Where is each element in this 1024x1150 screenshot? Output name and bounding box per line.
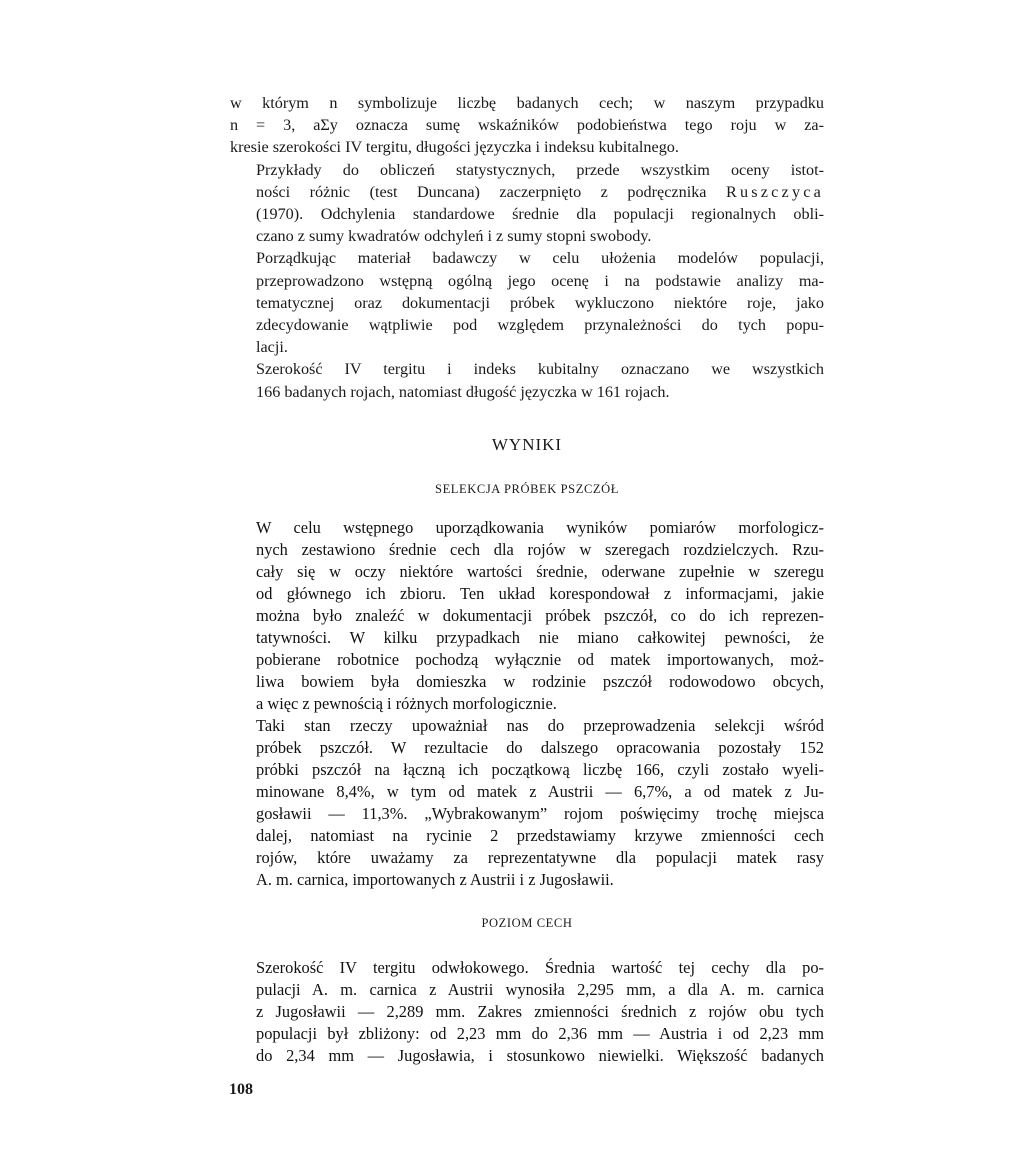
paragraph-formula-explanation xyxy=(230,92,824,159)
text-line: a więc z pewnością i różnych morfologicznie. xyxy=(256,694,557,713)
text-line: minowane 8,4%, w tym od matek z Austrii — 6,7%, a od matek z Ju- xyxy=(256,782,824,801)
text-line: cały się w oczy niektóre wartości średnie, oderwane zupełnie w szeregu xyxy=(256,562,824,581)
text-line: liwa bowiem była domieszka w rodzinie pszczół rodowodowo obcych, xyxy=(256,672,824,691)
text-line: (1970). Odchylenia standardowe średnie dla populacji regionalnych obli- xyxy=(256,205,824,224)
text-line: tatywności. W kilku przypadkach nie miano całkowitej pewności, że xyxy=(256,628,824,647)
text-line: dalej, natomiast na rycinie 2 przedstawiamy krzywe zmienności cech xyxy=(256,826,824,845)
text-line: pobierane robotnice pochodzą wyłącznie od matek importowanych, moż- xyxy=(256,650,824,669)
text-line: Porządkując materiał badawczy w celu ułożenia modelów populacji, xyxy=(256,249,824,268)
text-line: do 2,34 mm — Jugosławia, i stosunkowo niewielki. Większość badanych xyxy=(256,1046,824,1065)
page-number: 108 xyxy=(229,1081,253,1098)
text-line: tematycznej oraz dokumentacji próbek wykluczono niektóre roje, jako xyxy=(256,293,824,312)
text-line: od głównego ich zbioru. Ten układ korespondował z informacjami, jakie xyxy=(256,584,824,603)
text-block-selection xyxy=(230,517,824,891)
text-line xyxy=(230,181,824,203)
text-line: czano z sumy kwadratów odchyleń i z sumy stopni swobody. xyxy=(256,227,652,246)
text-line: nych zestawiono średnie cech dla rojów w szeregach rozdzielczych. Rzu- xyxy=(256,540,824,559)
text-line: 166 badanych rojach, natomiast długość języczka w 161 rojach. xyxy=(256,382,670,401)
section-heading-results: WYNIKI xyxy=(491,435,563,454)
text-line: Przykłady do obliczeń statystycznych, przede wszystkim oceny istot- xyxy=(256,160,824,179)
text-line: Szerokość IV tergitu odwłokowego. Średnia wartość tej cechy dla po- xyxy=(256,958,824,977)
text-line: próbek pszczół. W rezultacie do dalszego opracowania pozostały 152 xyxy=(256,738,824,757)
text-line: populacji był zbliżony: od 2,23 mm do 2,36 mm — Austria i od 2,23 mm xyxy=(256,1024,824,1043)
text-block-trait-level xyxy=(230,957,824,1067)
text-line: rojów, które uważamy za reprezentatywne dla populacji matek rasy xyxy=(256,848,824,867)
paragraph-preliminary-ordering xyxy=(230,517,824,715)
text-line: W celu wstępnego uporządkowania wyników pomiarów morfologicz- xyxy=(256,518,824,537)
text-line: z Jugosławii — 2,289 mm. Zakres zmienności średnich z rojów obu tych xyxy=(256,1002,824,1021)
paragraph-tergite-width xyxy=(230,957,824,1067)
text-line: próbki pszczół na łączną ich początkową liczbę 166, czyli zostało wyeli- xyxy=(256,760,824,779)
text-line: w którym n symbolizuje liczbę badanych cech; w naszym przypadku xyxy=(230,94,824,112)
author-name: Ruszczyca xyxy=(726,182,825,201)
paragraph-material-selection xyxy=(230,247,824,358)
paragraph-selection-result xyxy=(230,715,824,891)
text-line: A. m. carnica, importowanych z Austrii i z Jugosławii. xyxy=(256,870,614,889)
text-line: Taki stan rzeczy upoważniał nas do przeprowadzenia selekcji wśród xyxy=(256,716,824,735)
text-line: zdecydowanie wątpliwie pod względem przynależności do tych popu- xyxy=(256,316,824,335)
text-line: można było znaleźć w dokumentacji próbek pszczół, co do ich reprezen- xyxy=(256,606,824,625)
text-fragment: ności różnic (test Duncana) zaczerpnięto z podręcznika xyxy=(256,182,707,201)
text-line: pulacji A. m. carnica z Austrii wynosiła 2,295 mm, a dla A. m. carnica xyxy=(256,980,824,999)
paragraph-measurements xyxy=(230,358,824,402)
text-line: gosławii — 11,3%. „Wybrakowanym” rojom poświęcimy trochę miejsca xyxy=(256,804,824,823)
text-line: n = 3, aΣy oznacza sumę wskaźników podobieństwa tego roju w za- xyxy=(230,116,824,135)
text-block-methods xyxy=(230,92,824,403)
text-line: kresie szerokości IV tergitu, długości języczka i indeksu kubitalnego. xyxy=(230,138,679,157)
subsection-heading-selection: SELEKCJA PRÓBEK PSZCZÓŁ xyxy=(435,482,619,496)
text-line: lacji. xyxy=(256,338,288,357)
text-line: Szerokość IV tergitu i indeks kubitalny oznaczano we wszystkich xyxy=(256,360,824,379)
paragraph-statistics xyxy=(230,159,824,248)
text-line: przeprowadzono wstępną ogólną jego ocenę i na podstawie analizy ma- xyxy=(256,271,824,290)
subsection-heading-trait-level: POZIOM CECH xyxy=(481,916,573,930)
